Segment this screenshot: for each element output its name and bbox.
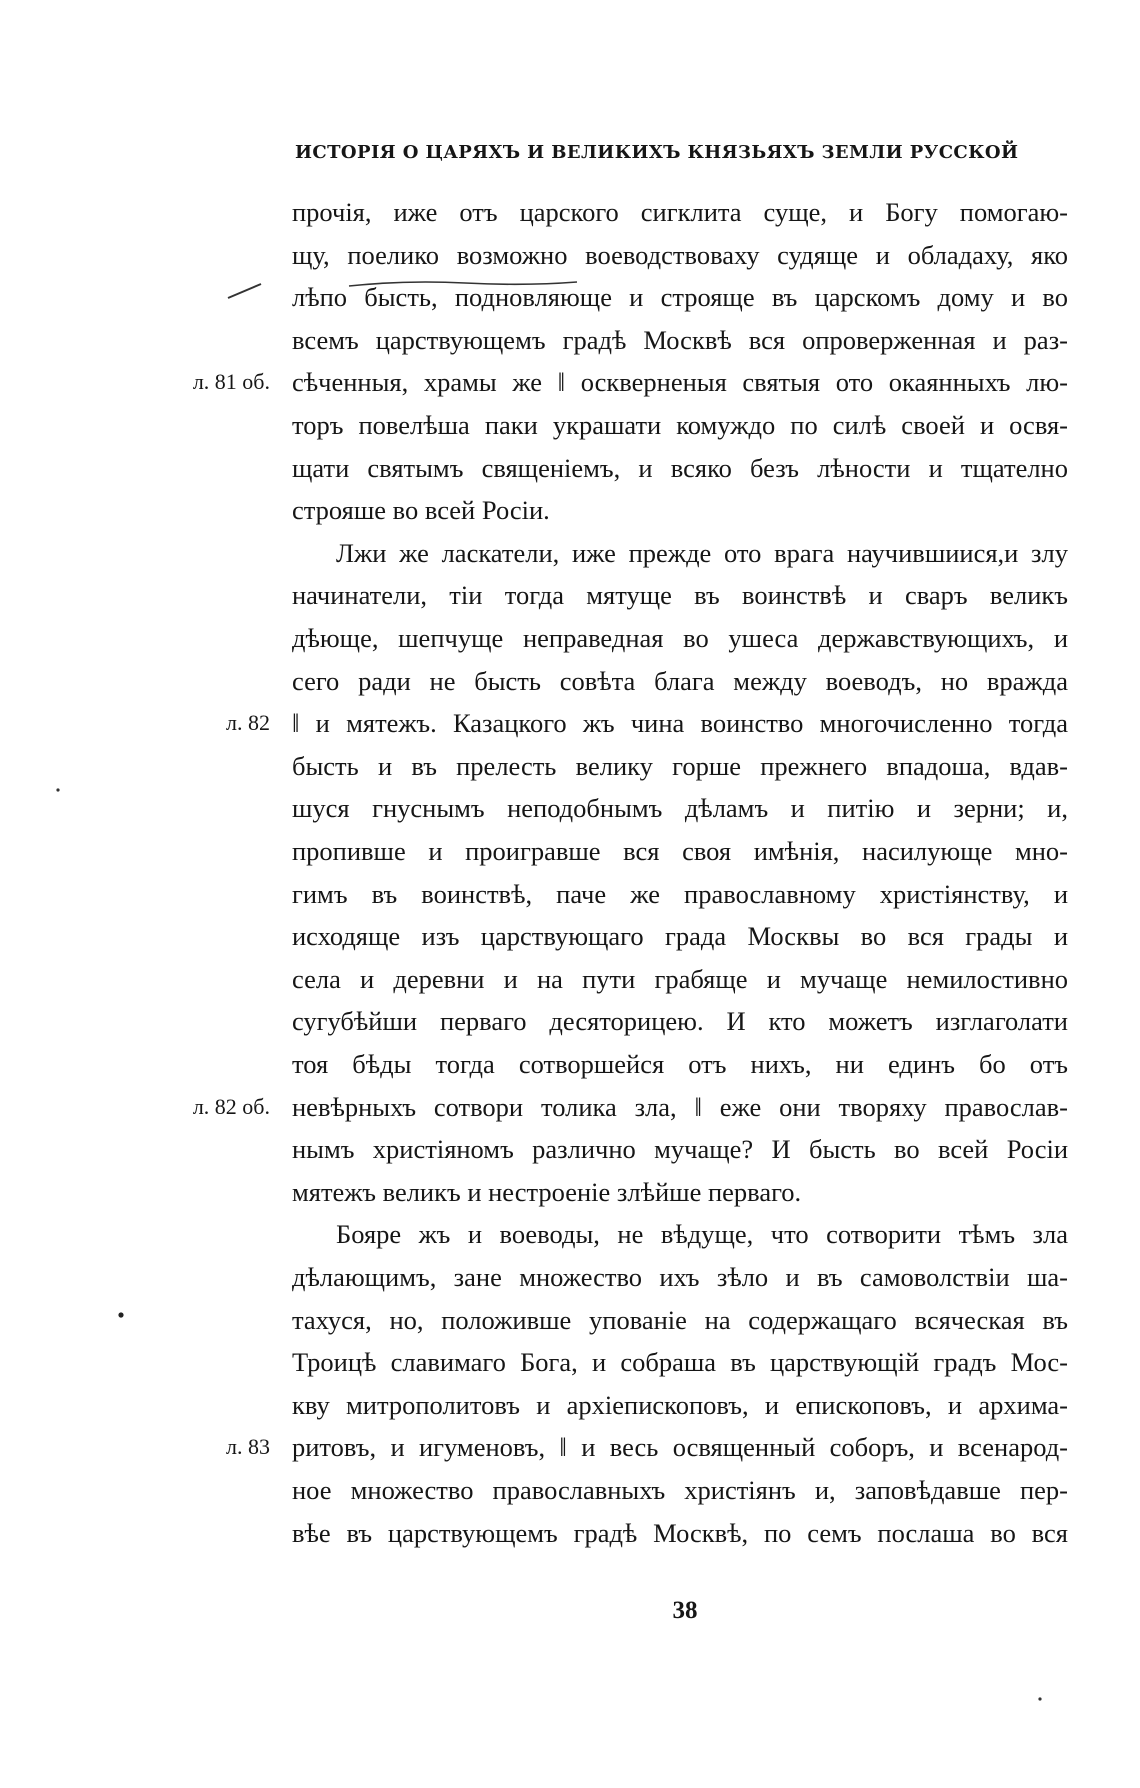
text-line: прочія, иже отъ царского сигклита суще, и Богу помогаю- [292, 197, 1068, 227]
text-line: села и деревни и на пути грабяще и мучаще немилостивно [292, 963, 1068, 994]
text-line: щати святымъ священіемъ, и всяко безъ лѣности и тщателно [292, 452, 1068, 483]
text-line: сего ради не бысть совѣта блага между воеводъ, но вражда [292, 665, 1068, 696]
text-line: Лжи же ласкатели, иже прежде ото врага научившиися,и злу [336, 537, 1068, 568]
ink-dot-mark [116, 1310, 126, 1320]
text-line: тахуся, но, положивше упованіе на содержащаго всяческая въ [292, 1304, 1068, 1335]
text-line: сугубѣйши перваго десяторицею. И кто можетъ изглаголати [292, 1006, 1068, 1037]
text-line: ‖ и мятежъ. Казацкого жъ чина воинство многочисленно тогда [292, 708, 1068, 739]
text-line: шуся гнуснымъ неподобнымъ дѣламъ и питію и зерни; и, [292, 793, 1068, 824]
text-line: ритовъ, и игуменовъ, ‖ и весь освященный соборъ, и всенарод- [292, 1432, 1068, 1463]
ink-dot-mark [1036, 1695, 1044, 1703]
page-number: 38 [672, 1597, 698, 1624]
text-line: лѣпо бысть, подновляюще и строяще въ царскомъ дому и во [292, 282, 1068, 313]
running-header: ИСТОРІЯ О ЦАРЯХЪ И ВЕЛИКИХЪ КНЯЗЬЯХЪ ЗЕМЛИ РУССКОЙ [295, 142, 1019, 163]
ink-dot-mark [54, 786, 62, 794]
text-line: всемъ царствующемъ градѣ Москвѣ вся опроверженная и раз- [292, 324, 1068, 355]
folio-note: л. 82 [226, 710, 270, 736]
text-line: дѣюще, шепчуще неправедная во ушеса державствующихъ, и [292, 623, 1068, 653]
folio-note: л. 83 [226, 1434, 270, 1460]
text-line: бысть и въ прелесть велику горше прежнего впадоша, вдав- [292, 750, 1068, 781]
text-line: дѣлающимъ, зане множество ихъ зѣло и въ самоволствіи ша- [292, 1262, 1068, 1292]
text-line: начинатели, тіи тогда мятуще въ воинствѣ и сваръ великъ [292, 580, 1068, 611]
text-line: ное множество православныхъ христіянъ и, заповѣдавше пер- [292, 1475, 1068, 1505]
text-line: невѣрныхъ сотвори толика зла, ‖ еже они творяху православ- [292, 1091, 1068, 1122]
text-line: вѣе въ царствующемъ градѣ Москвѣ, по семъ послаша во вся [292, 1517, 1068, 1548]
folio-note: л. 82 об. [192, 1093, 270, 1119]
text-line: щу, поелико возможно воеводствоваху судяще и обладаху, яко [292, 239, 1068, 270]
folio-note: л. 81 об. [192, 369, 270, 395]
text-line: торъ повелѣша паки украшати комуждо по силѣ своей и освя- [292, 410, 1068, 440]
text-line: исходяще изъ царствующаго града Москвы во вся грады и [292, 921, 1068, 952]
text-line: пропивше и проигравше вся своя имѣнія, насилующе мно- [292, 836, 1068, 866]
text-line: кву митрополитовъ и архіепископовъ, и епископовъ, и архима- [292, 1389, 1068, 1420]
underline-mark [345, 278, 585, 290]
text-line: тоя бѣды тогда сотворшейся отъ нихъ, ни единъ бо отъ [292, 1049, 1068, 1079]
text-line: мятежъ великъ и нестроеніе злѣйше перваго. [292, 1176, 802, 1207]
ink-dash-mark [225, 278, 265, 302]
text-line: гимъ въ воинствѣ, паче же православному христіянству, и [292, 878, 1068, 909]
text-line: строяше во всей Росіи. [292, 495, 550, 526]
text-line: нымъ христіяномъ различно мучаще? И бысть во всей Росіи [292, 1134, 1068, 1165]
text-line: Бояре жъ и воеводы, не вѣдуще, что сотворити тѣмъ зла [336, 1219, 1068, 1250]
text-line: сѣченныя, храмы же ‖ оскверненыя святыя ото окаянныхъ лю- [292, 367, 1068, 398]
text-line: Троицѣ славимаго Бога, и собраша въ царствующій градъ Мос- [292, 1347, 1068, 1378]
